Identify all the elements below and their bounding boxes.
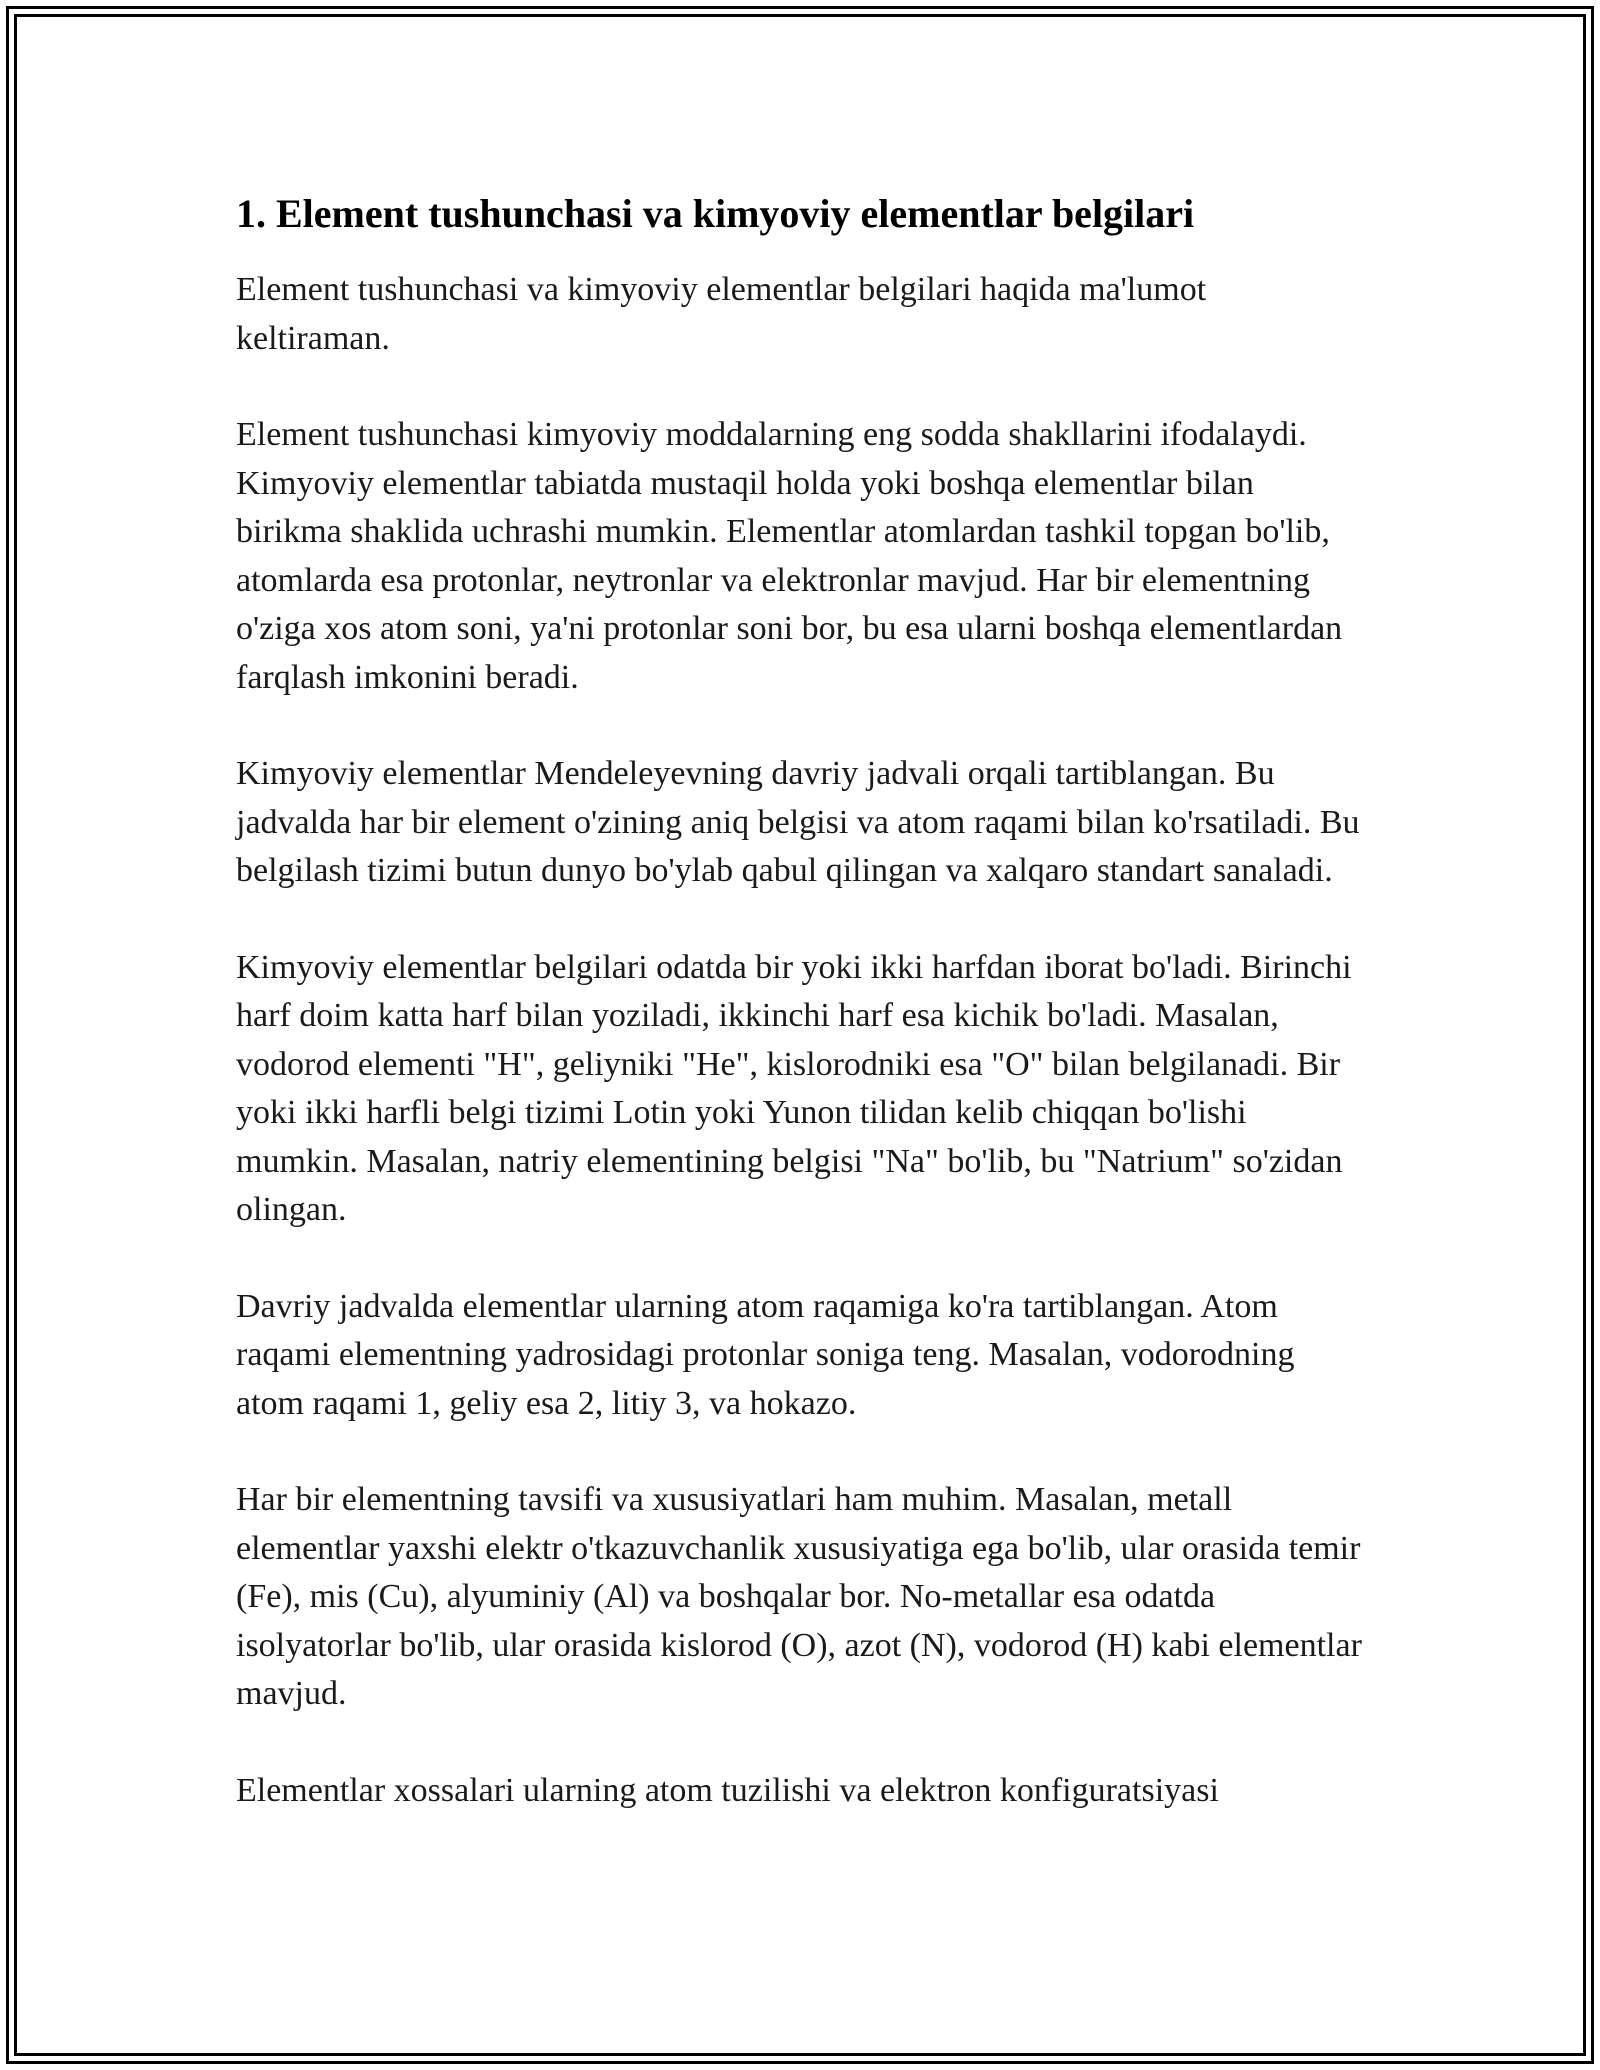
paragraph-properties: Har bir elementning tavsifi va xususiyatlari ham muhim. Masalan, metall elementlar yaxshi elektr o'tkazuvchanlik xususiyatiga ega bo'lib, ular orasida temir (Fe), mis (Cu), alyuminiy (Al) va boshqalar bor. No-metallar esa odatda isolyatorlar bo'lib, ular orasida kislorod (O), azot (N), vodorod (H) kabi elementlar mavjud. xyxy=(236,1481,1362,1712)
paragraph-periodic-table: Kimyoviy elementlar Mendeleyevning davriy jadvali orqali tartiblangan. Bu jadvalda har bir element o'zining aniq belgisi va atom raqami bilan ko'rsatiladi. Bu belgilash tizimi butun dunyo bo'ylab qabul qilingan va xalqaro standart sanaladi. xyxy=(236,755,1360,889)
document-body xyxy=(236,186,1366,1863)
paragraph-element-concept: Element tushunchasi kimyoviy moddalarning eng sodda shakllarini ifodalaydi. Kimyoviy elementlar tabiatda mustaqil holda yoki boshqa elementlar bilan birikma shaklida uchrashi mumkin. Elementlar atomlardan tashkil topgan bo'lib, atomlarda esa protonlar, neytronlar va elektronlar mavjud. Har bir elementning o'ziga xos atom soni, ya'ni protonlar soni bor, bu esa ularni boshqa elementlardan farqlash imkonini beradi. xyxy=(236,416,1343,696)
paragraph-element-symbols: Kimyoviy elementlar belgilari odatda bir yoki ikki harfdan iborat bo'ladi. Birinchi harf doim katta harf bilan yoziladi, ikkinchi harf esa kichik bo'ladi. Masalan, vodorod elementi "H", geliyniki "He", kislorodniki esa "O" bilan belgilanadi. Bir yoki ikki harfli belgi tizimi Lotin yoki Yunon tilidan kelib chiqqan bo'lishi mumkin. Masalan, natriy elementining belgisi "Na" bo'lib, bu "Natrium" so'zidan olingan. xyxy=(236,948,1352,1228)
paragraph-intro: Element tushunchasi va kimyoviy elementlar belgilari haqida ma'lumot keltiraman. xyxy=(236,271,1207,357)
paragraph-electron-configuration: Elementlar xossalari ularning atom tuzilishi va elektron konfiguratsiyasi xyxy=(236,1771,1219,1809)
section-heading: 1. Element tushunchasi va kimyoviy elementlar belgilari xyxy=(236,191,1195,236)
paragraph-atomic-number: Davriy jadvalda elementlar ularning atom raqamiga ko'ra tartiblangan. Atom raqami elementning yadrosidagi protonlar soniga teng. Masalan, vodorodning atom raqami 1, geliy esa 2, litiy 3, va hokazo. xyxy=(236,1287,1295,1422)
